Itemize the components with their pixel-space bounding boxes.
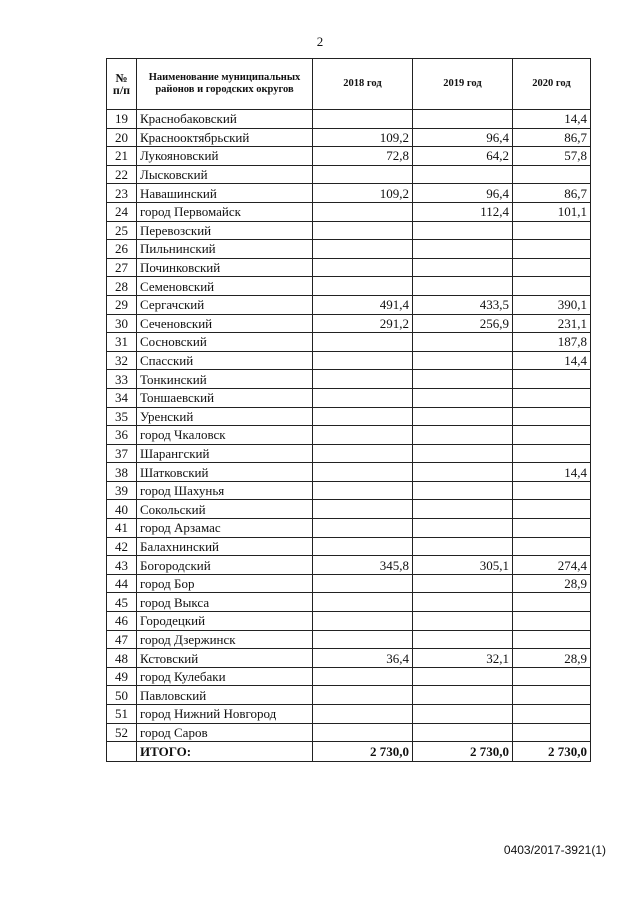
table-row xyxy=(107,612,591,631)
value-2020 xyxy=(513,165,591,184)
table-row xyxy=(107,426,591,445)
row-number: 25 xyxy=(107,221,137,240)
row-name: Сергачский xyxy=(137,295,313,314)
table-row xyxy=(107,370,591,389)
value-2018: 36,4 xyxy=(313,649,413,668)
row-name: город Саров xyxy=(137,723,313,742)
row-name: Сокольский xyxy=(137,500,313,519)
row-number: 42 xyxy=(107,537,137,556)
value-2020: 28,9 xyxy=(513,574,591,593)
value-2018 xyxy=(313,202,413,221)
value-2018 xyxy=(313,612,413,631)
value-2020 xyxy=(513,277,591,296)
value-2018 xyxy=(313,705,413,724)
table-row xyxy=(107,574,591,593)
value-2020 xyxy=(513,388,591,407)
table-row xyxy=(107,723,591,742)
value-2020 xyxy=(513,500,591,519)
row-name: Балахнинский xyxy=(137,537,313,556)
row-name: Павловский xyxy=(137,686,313,705)
row-number: 37 xyxy=(107,444,137,463)
row-number: 52 xyxy=(107,723,137,742)
value-2018: 72,8 xyxy=(313,147,413,166)
value-2019 xyxy=(413,333,513,352)
row-number: 36 xyxy=(107,426,137,445)
total-2019: 2 730,0 xyxy=(413,742,513,762)
value-2018 xyxy=(313,351,413,370)
row-number: 28 xyxy=(107,277,137,296)
value-2019 xyxy=(413,593,513,612)
value-2019 xyxy=(413,705,513,724)
row-number: 39 xyxy=(107,481,137,500)
row-number: 21 xyxy=(107,147,137,166)
row-number: 29 xyxy=(107,295,137,314)
value-2019: 32,1 xyxy=(413,649,513,668)
value-2018: 291,2 xyxy=(313,314,413,333)
row-number: 32 xyxy=(107,351,137,370)
value-2020: 14,4 xyxy=(513,110,591,129)
row-number: 33 xyxy=(107,370,137,389)
table-row xyxy=(107,147,591,166)
row-name: Тонкинский xyxy=(137,370,313,389)
row-number: 50 xyxy=(107,686,137,705)
row-number: 43 xyxy=(107,556,137,575)
value-2018 xyxy=(313,574,413,593)
row-number: 45 xyxy=(107,593,137,612)
value-2019 xyxy=(413,240,513,259)
value-2018 xyxy=(313,537,413,556)
value-2018 xyxy=(313,481,413,500)
value-2019: 305,1 xyxy=(413,556,513,575)
row-number: 20 xyxy=(107,128,137,147)
value-2018 xyxy=(313,630,413,649)
value-2020: 57,8 xyxy=(513,147,591,166)
row-name: город Чкаловск xyxy=(137,426,313,445)
row-number: 48 xyxy=(107,649,137,668)
value-2020 xyxy=(513,519,591,538)
row-name: Краснооктябрьский xyxy=(137,128,313,147)
table-row xyxy=(107,277,591,296)
table-row xyxy=(107,314,591,333)
row-name: Уренский xyxy=(137,407,313,426)
value-2019 xyxy=(413,110,513,129)
header-2020: 2020 год xyxy=(513,59,591,110)
table-row xyxy=(107,556,591,575)
value-2019 xyxy=(413,351,513,370)
row-name: Краснобаковский xyxy=(137,110,313,129)
value-2020: 86,7 xyxy=(513,184,591,203)
row-number: 41 xyxy=(107,519,137,538)
table-row xyxy=(107,481,591,500)
table-row xyxy=(107,500,591,519)
row-number: 46 xyxy=(107,612,137,631)
header-2019: 2019 год xyxy=(413,59,513,110)
value-2019: 64,2 xyxy=(413,147,513,166)
value-2018 xyxy=(313,333,413,352)
row-number: 30 xyxy=(107,314,137,333)
row-name: город Выкса xyxy=(137,593,313,612)
table-row xyxy=(107,444,591,463)
value-2020 xyxy=(513,537,591,556)
value-2018 xyxy=(313,667,413,686)
row-number: 22 xyxy=(107,165,137,184)
value-2019: 433,5 xyxy=(413,295,513,314)
value-2018 xyxy=(313,519,413,538)
table-row xyxy=(107,463,591,482)
value-2020 xyxy=(513,686,591,705)
value-2018 xyxy=(313,426,413,445)
row-number: 19 xyxy=(107,110,137,129)
value-2020 xyxy=(513,612,591,631)
value-2020 xyxy=(513,426,591,445)
table-row xyxy=(107,184,591,203)
value-2019 xyxy=(413,519,513,538)
value-2020: 14,4 xyxy=(513,351,591,370)
row-name: Пильнинский xyxy=(137,240,313,259)
value-2019 xyxy=(413,537,513,556)
table-row xyxy=(107,593,591,612)
row-name: город Первомайск xyxy=(137,202,313,221)
table-row xyxy=(107,537,591,556)
value-2019 xyxy=(413,667,513,686)
row-name: Кстовский xyxy=(137,649,313,668)
table-header-row xyxy=(107,59,591,110)
value-2018: 491,4 xyxy=(313,295,413,314)
row-number: 40 xyxy=(107,500,137,519)
value-2018 xyxy=(313,221,413,240)
value-2020 xyxy=(513,370,591,389)
value-2020: 390,1 xyxy=(513,295,591,314)
value-2020 xyxy=(513,407,591,426)
row-number: 26 xyxy=(107,240,137,259)
value-2018 xyxy=(313,110,413,129)
row-name: Лысковский xyxy=(137,165,313,184)
table-row xyxy=(107,333,591,352)
table-row xyxy=(107,351,591,370)
table-row xyxy=(107,667,591,686)
row-name: город Нижний Новгород xyxy=(137,705,313,724)
row-number: 44 xyxy=(107,574,137,593)
table-row xyxy=(107,686,591,705)
row-number: 35 xyxy=(107,407,137,426)
table-row xyxy=(107,649,591,668)
total-2018: 2 730,0 xyxy=(313,742,413,762)
row-name: Шатковский xyxy=(137,463,313,482)
header-name: Наименование муниципальных районов и городских округов xyxy=(137,59,313,110)
header-number: № п/п xyxy=(107,59,137,110)
value-2018 xyxy=(313,370,413,389)
value-2019 xyxy=(413,481,513,500)
value-2019 xyxy=(413,277,513,296)
value-2018 xyxy=(313,240,413,259)
value-2018 xyxy=(313,593,413,612)
value-2020 xyxy=(513,705,591,724)
value-2018 xyxy=(313,500,413,519)
value-2019: 96,4 xyxy=(413,128,513,147)
total-label: ИТОГО: xyxy=(137,742,313,762)
value-2019 xyxy=(413,612,513,631)
row-number: 31 xyxy=(107,333,137,352)
page-number: 2 xyxy=(316,34,324,49)
table-row xyxy=(107,407,591,426)
table-row xyxy=(107,258,591,277)
row-name: Городецкий xyxy=(137,612,313,631)
value-2019 xyxy=(413,426,513,445)
table-row xyxy=(107,705,591,724)
row-name: Починковский xyxy=(137,258,313,277)
row-name: Сеченовский xyxy=(137,314,313,333)
value-2020 xyxy=(513,723,591,742)
value-2018: 109,2 xyxy=(313,184,413,203)
value-2020: 101,1 xyxy=(513,202,591,221)
row-name: Сосновский xyxy=(137,333,313,352)
row-name: Богородский xyxy=(137,556,313,575)
value-2020 xyxy=(513,481,591,500)
row-number: 51 xyxy=(107,705,137,724)
row-number: 49 xyxy=(107,667,137,686)
row-name: Спасский xyxy=(137,351,313,370)
value-2018 xyxy=(313,444,413,463)
row-name: город Дзержинск xyxy=(137,630,313,649)
value-2020 xyxy=(513,221,591,240)
row-name: город Арзамас xyxy=(137,519,313,538)
table-row xyxy=(107,388,591,407)
total-2020: 2 730,0 xyxy=(513,742,591,762)
value-2019 xyxy=(413,574,513,593)
row-name: город Кулебаки xyxy=(137,667,313,686)
value-2019: 112,4 xyxy=(413,202,513,221)
value-2020: 28,9 xyxy=(513,649,591,668)
value-2020 xyxy=(513,258,591,277)
value-2018 xyxy=(313,165,413,184)
row-number: 34 xyxy=(107,388,137,407)
row-number: 47 xyxy=(107,630,137,649)
allocation-table xyxy=(106,58,591,762)
value-2018: 109,2 xyxy=(313,128,413,147)
value-2018 xyxy=(313,686,413,705)
value-2019 xyxy=(413,165,513,184)
table-body xyxy=(107,110,591,762)
row-name: город Бор xyxy=(137,574,313,593)
value-2020 xyxy=(513,444,591,463)
value-2019 xyxy=(413,407,513,426)
value-2019: 96,4 xyxy=(413,184,513,203)
value-2019 xyxy=(413,258,513,277)
value-2019 xyxy=(413,463,513,482)
row-name: Перевозский xyxy=(137,221,313,240)
value-2020: 187,8 xyxy=(513,333,591,352)
row-name: Шарангский xyxy=(137,444,313,463)
table-row xyxy=(107,295,591,314)
value-2019 xyxy=(413,630,513,649)
value-2018 xyxy=(313,407,413,426)
value-2018 xyxy=(313,277,413,296)
row-number: 38 xyxy=(107,463,137,482)
row-name: Семеновский xyxy=(137,277,313,296)
table-row xyxy=(107,202,591,221)
row-name: Тоншаевский xyxy=(137,388,313,407)
header-2018: 2018 год xyxy=(313,59,413,110)
table-row xyxy=(107,221,591,240)
total-number-cell xyxy=(107,742,137,762)
value-2019 xyxy=(413,723,513,742)
value-2019 xyxy=(413,500,513,519)
table-row xyxy=(107,519,591,538)
value-2020 xyxy=(513,630,591,649)
value-2020 xyxy=(513,593,591,612)
document-code: 0403/2017-3921(1) xyxy=(503,843,606,857)
row-name: Лукояновский xyxy=(137,147,313,166)
value-2019 xyxy=(413,686,513,705)
value-2019 xyxy=(413,221,513,240)
value-2019 xyxy=(413,370,513,389)
value-2019 xyxy=(413,388,513,407)
table-row xyxy=(107,165,591,184)
total-row xyxy=(107,742,591,762)
row-number: 23 xyxy=(107,184,137,203)
table-row xyxy=(107,110,591,129)
value-2019 xyxy=(413,444,513,463)
value-2018 xyxy=(313,258,413,277)
row-number: 27 xyxy=(107,258,137,277)
value-2018: 345,8 xyxy=(313,556,413,575)
value-2020 xyxy=(513,667,591,686)
table-row xyxy=(107,128,591,147)
value-2020: 86,7 xyxy=(513,128,591,147)
value-2020 xyxy=(513,240,591,259)
row-number: 24 xyxy=(107,202,137,221)
value-2020: 274,4 xyxy=(513,556,591,575)
value-2018 xyxy=(313,388,413,407)
value-2018 xyxy=(313,723,413,742)
value-2020: 14,4 xyxy=(513,463,591,482)
table-row xyxy=(107,630,591,649)
value-2019: 256,9 xyxy=(413,314,513,333)
value-2020: 231,1 xyxy=(513,314,591,333)
value-2018 xyxy=(313,463,413,482)
table-row xyxy=(107,240,591,259)
row-name: Навашинский xyxy=(137,184,313,203)
row-name: город Шахунья xyxy=(137,481,313,500)
